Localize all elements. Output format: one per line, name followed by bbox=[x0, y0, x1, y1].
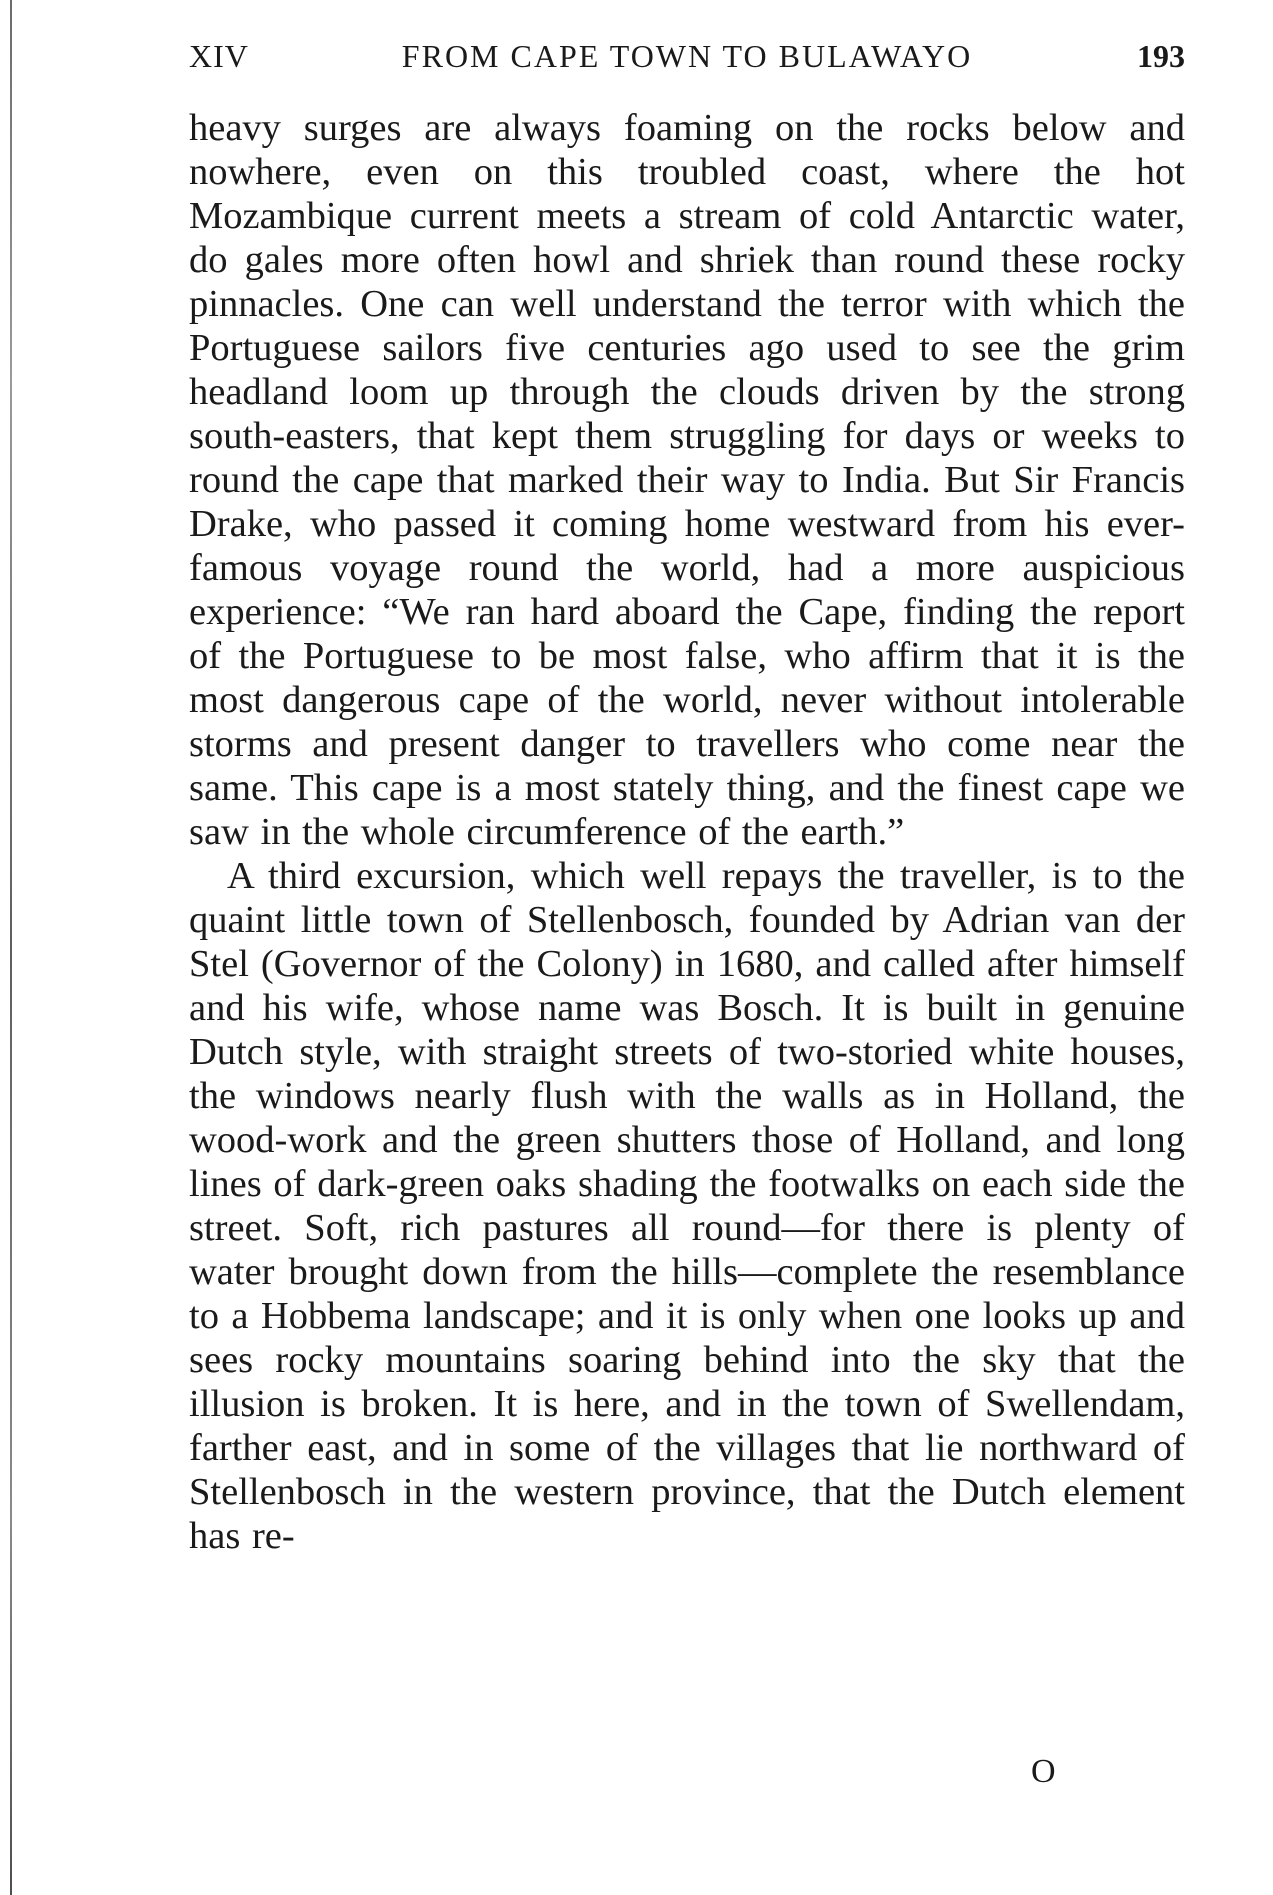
running-title: FROM CAPE TOWN TO BULAWAYO bbox=[401, 38, 973, 74]
paragraph-stellenbosch: A third excursion, which well repays the traveller, is to the quaint little town of Stellenbosch, founded by Adrian van der Stel (Governor of the Colony) in 1680, and called after himself and his wife, whose name was Bosch. It is built in genuine Dutch style, with straight streets of two-storied white houses, the windows nearly flush with the walls as in Holland, the wood-work and the green shutters those of Holland, and long lines of dark-green oaks shading the footwalks on each side the street. Soft, rich pastures all round—for there is plenty of water brought down from the hills—complete the resemblance to a Hobbema landscape; and it is only when one looks up and sees rocky mountains soaring behind into the sky that the illusion is broken. It is here, and in the town of Swellendam, farther east, and in some of the villages that lie northward of Stellenbosch in the western province, that the Dutch element has re- bbox=[189, 855, 1185, 1557]
binding-edge bbox=[10, 0, 12, 1895]
paragraph-continued: heavy surges are always foaming on the rocks below and nowhere, even on this troubled coast, where the hot Mozambique current meets a stream of cold Antarctic water, do gales more often howl and shriek than round these rocky pinnacles. One can well understand the terror with which the Portuguese sailors five centuries ago used to see the grim headland loom up through the clouds driven by the strong south-easters, that kept them struggling for days or weeks to round the cape that marked their way to India. But Sir Francis Drake, who passed it coming home westward from his ever-famous voyage round the world, had a more auspicious experience: “We ran hard aboard the Cape, finding the report of the Portuguese to be most false, who affirm that it is the most dangerous cape of the world, never without intolerable storms and present danger to travellers who come near the same. This cape is a most stately thing, and the finest cape we saw in the whole circumference of the earth.” bbox=[189, 107, 1185, 853]
page-number: 193 bbox=[1137, 38, 1185, 74]
signature-mark: O bbox=[1031, 1753, 1056, 1790]
body-text bbox=[189, 106, 1185, 1558]
chapter-folio: XIV bbox=[189, 38, 249, 74]
running-header bbox=[189, 34, 1185, 78]
